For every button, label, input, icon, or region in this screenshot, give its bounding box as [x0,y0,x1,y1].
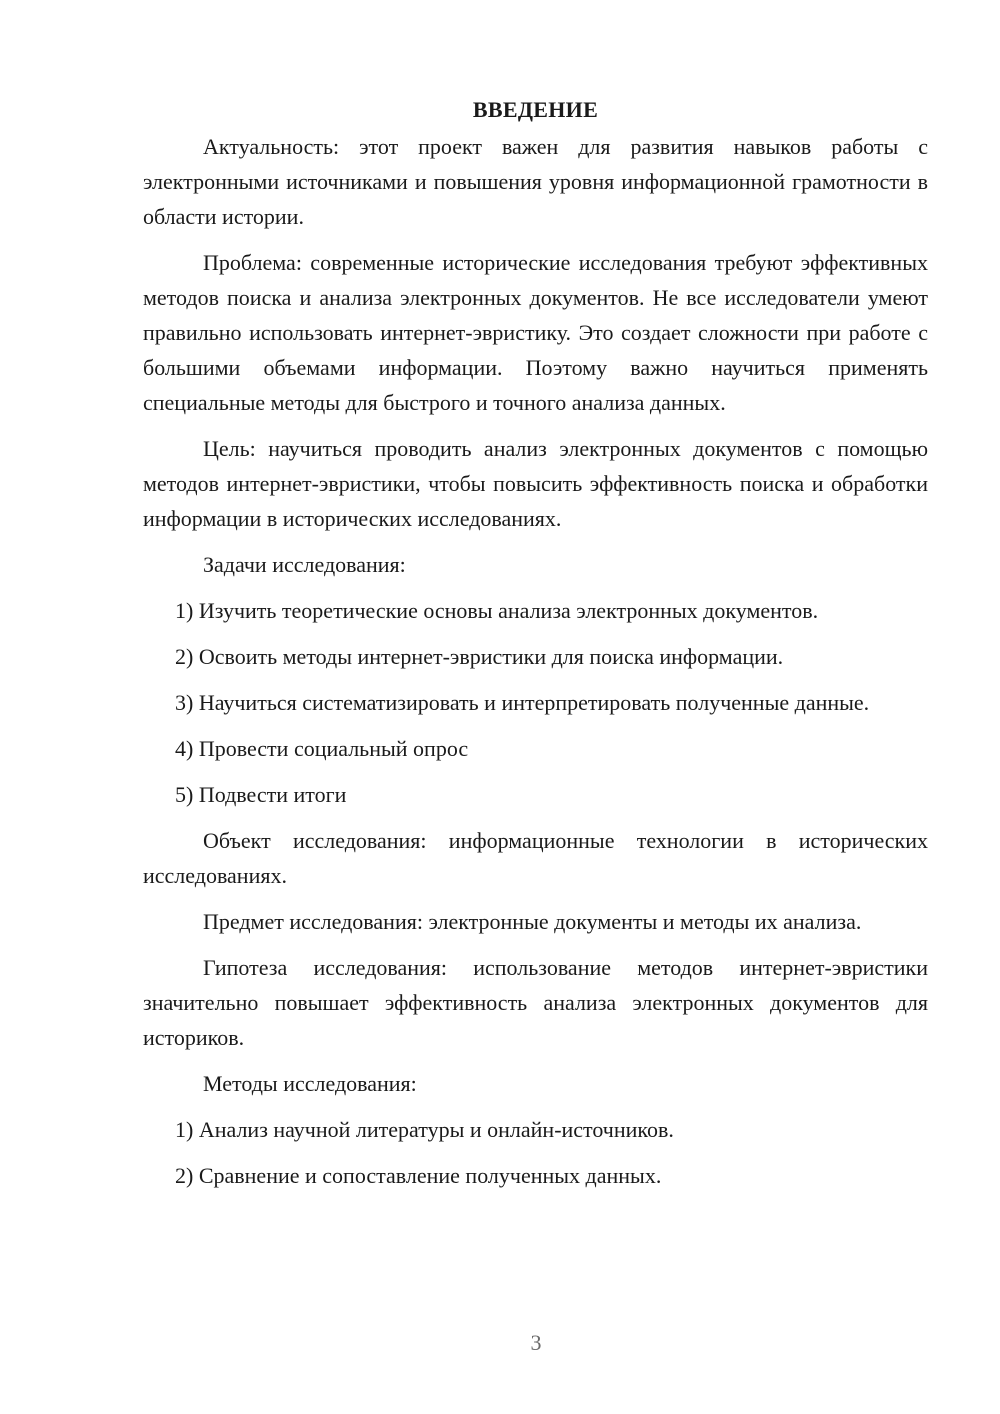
section-title: ВВЕДЕНИЕ [472,97,599,122]
document-page [143,92,928,1204]
method-item-1: 1) Анализ научной литературы и онлайн-источников. [175,1117,674,1142]
task-item-3: 3) Научиться систематизировать и интерпретировать полученные данные. [175,690,870,715]
task-item-2: 2) Освоить методы интернет-эвристики для поиска информации. [175,644,784,669]
task-item-5: 5) Подвести итоги [175,782,347,807]
page-number: 3 [530,1330,542,1355]
goal-paragraph: Цель: научиться проводить анализ электронных документов с помощью методов интернет-эвристики, чтобы повысить эффективность поиска и обработки информации в исторических исследованиях. [143,436,928,531]
hypothesis-paragraph: Гипотеза исследования: использование методов интернет-эвристики значительно повышает эффективность анализа электронных документов для историков. [143,955,928,1050]
methods-heading: Методы исследования: [203,1071,417,1096]
task-item-4: 4) Провести социальный опрос [175,736,469,761]
relevance-paragraph: Актуальность: этот проект важен для развития навыков работы с электронными источниками и повышения уровня информационной грамотности в области истории. [143,134,928,229]
object-paragraph: Объект исследования: информационные технологии в исторических исследованиях. [143,828,928,888]
method-item-2: 2) Сравнение и сопоставление полученных данных. [175,1163,662,1188]
tasks-heading: Задачи исследования: [203,552,406,577]
subject-paragraph: Предмет исследования: электронные документы и методы их анализа. [203,909,862,934]
task-item-1: 1) Изучить теоретические основы анализа электронных документов. [175,598,819,623]
problem-paragraph: Проблема: современные исторические исследования требуют эффективных методов поиска и анализа электронных документов. Не все исследователи умеют правильно использовать интернет-эвристику. Это создает сложности при работе с большими объемами информации. Поэтому важно научиться применять специальные методы для быстрого и точного анализа данных. [143,250,928,415]
